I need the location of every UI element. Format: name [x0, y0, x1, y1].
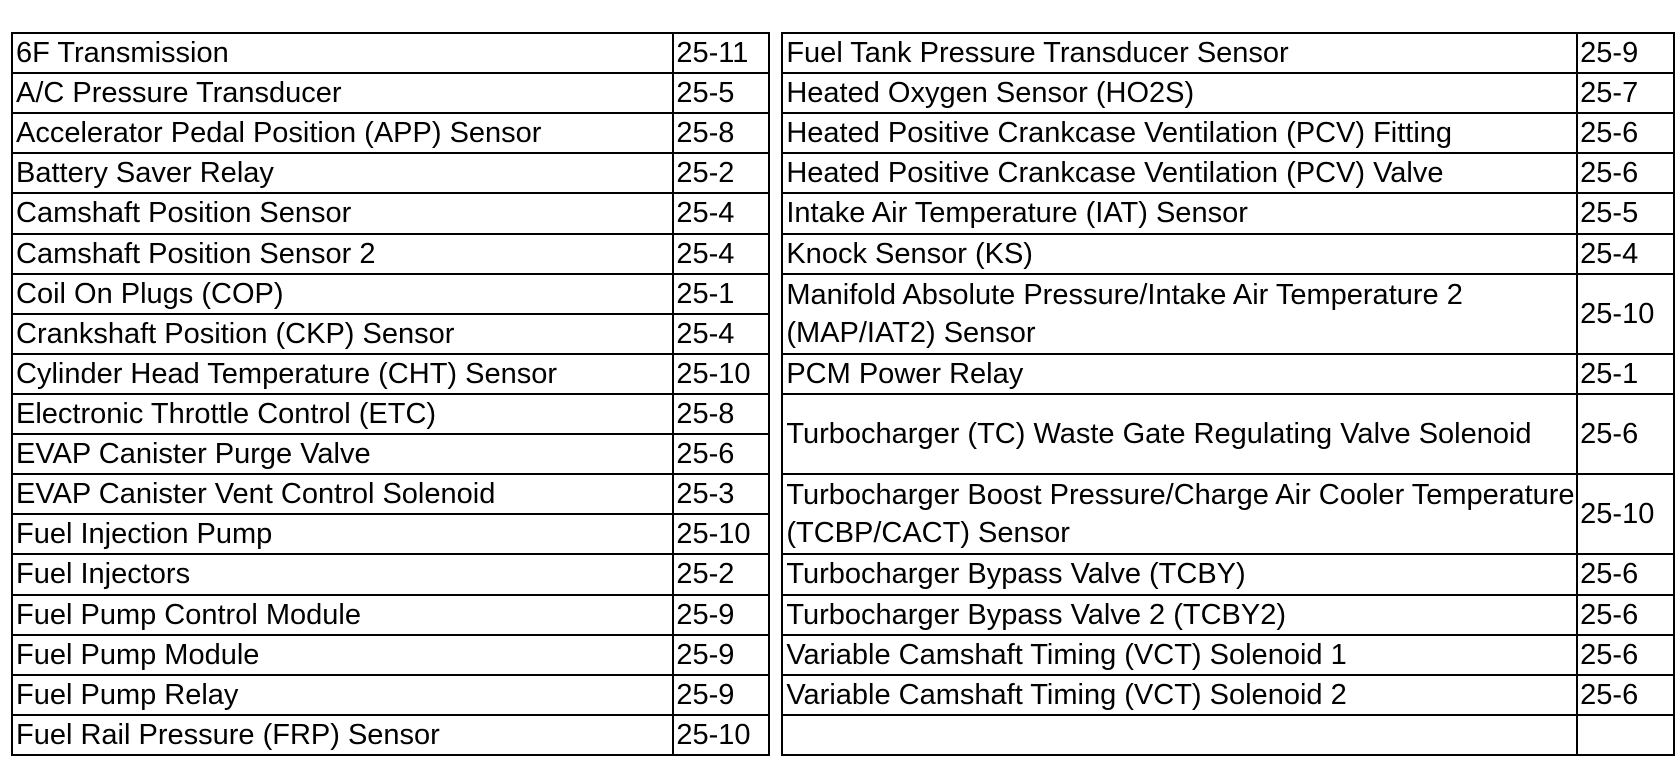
component-name: 6F Transmission [12, 33, 673, 73]
page-reference: 25-6 [1577, 153, 1674, 193]
component-name: Manifold Absolute Pressure/Intake Air Temperature 2 (MAP/IAT2) Sensor [782, 274, 1577, 354]
page-reference: 25-10 [673, 354, 769, 394]
page-reference: 25-11 [673, 33, 769, 73]
component-name: Heated Positive Crankcase Ventilation (PCV) Valve [782, 153, 1577, 193]
component-name: Turbocharger Bypass Valve (TCBY) [782, 554, 1577, 594]
component-index-table [11, 32, 1675, 756]
component-name: PCM Power Relay [782, 354, 1577, 394]
page-reference: 25-4 [1577, 234, 1674, 274]
page-reference: 25-5 [673, 73, 769, 113]
page-reference: 25-3 [673, 474, 769, 514]
page-reference: 25-4 [673, 234, 769, 274]
component-name: Fuel Injectors [12, 554, 673, 594]
page-reference: 25-4 [673, 193, 769, 233]
component-name: Electronic Throttle Control (ETC) [12, 394, 673, 434]
component-name: Fuel Pump Relay [12, 675, 673, 715]
component-name: Heated Positive Crankcase Ventilation (PCV) Fitting [782, 113, 1577, 153]
component-name: Variable Camshaft Timing (VCT) Solenoid 2 [782, 675, 1577, 715]
table-row [12, 274, 1674, 314]
page-reference: 25-6 [1577, 113, 1674, 153]
page-reference: 25-10 [1577, 474, 1674, 554]
component-name: EVAP Canister Vent Control Solenoid [12, 474, 673, 514]
table-row [12, 193, 1674, 233]
table-row [12, 715, 1674, 755]
table-row [12, 73, 1674, 113]
component-name: Fuel Pump Control Module [12, 595, 673, 635]
table-row [12, 675, 1674, 715]
page-reference: 25-1 [673, 274, 769, 314]
component-name: Turbocharger Boost Pressure/Charge Air Cooler Temperature (TCBP/CACT) Sensor [782, 474, 1577, 554]
page-reference: 25-10 [673, 514, 769, 554]
component-name: Camshaft Position Sensor [12, 193, 673, 233]
page-reference: 25-10 [673, 715, 769, 755]
column-gap [769, 33, 782, 755]
table-row [12, 234, 1674, 274]
component-name: Coil On Plugs (COP) [12, 274, 673, 314]
page-reference [1577, 715, 1674, 755]
page-reference: 25-9 [673, 675, 769, 715]
component-name: Turbocharger Bypass Valve 2 (TCBY2) [782, 595, 1577, 635]
component-name: Turbocharger (TC) Waste Gate Regulating Valve Solenoid [782, 394, 1577, 474]
table-row [12, 153, 1674, 193]
page-reference: 25-7 [1577, 73, 1674, 113]
page-reference: 25-2 [673, 153, 769, 193]
page-reference: 25-8 [673, 394, 769, 434]
table-row [12, 635, 1674, 675]
page-reference: 25-10 [1577, 274, 1674, 354]
page-reference: 25-5 [1577, 193, 1674, 233]
page-reference: 25-9 [1577, 33, 1674, 73]
component-name: Intake Air Temperature (IAT) Sensor [782, 193, 1577, 233]
component-name: Fuel Tank Pressure Transducer Sensor [782, 33, 1577, 73]
page-reference: 25-6 [1577, 595, 1674, 635]
page-reference: 25-6 [1577, 554, 1674, 594]
component-name: Cylinder Head Temperature (CHT) Sensor [12, 354, 673, 394]
table-row [12, 554, 1674, 594]
component-name: Heated Oxygen Sensor (HO2S) [782, 73, 1577, 113]
page-reference: 25-2 [673, 554, 769, 594]
component-name: Fuel Injection Pump [12, 514, 673, 554]
page-reference: 25-8 [673, 113, 769, 153]
component-name: Knock Sensor (KS) [782, 234, 1577, 274]
page-reference: 25-6 [1577, 635, 1674, 675]
component-name: Crankshaft Position (CKP) Sensor [12, 314, 673, 354]
page-reference: 25-6 [673, 434, 769, 474]
component-name: Fuel Pump Module [12, 635, 673, 675]
table-row [12, 33, 1674, 73]
page-reference: 25-4 [673, 314, 769, 354]
component-name: Battery Saver Relay [12, 153, 673, 193]
table-row [12, 354, 1674, 394]
component-name [782, 715, 1577, 755]
component-name: Camshaft Position Sensor 2 [12, 234, 673, 274]
page-reference: 25-6 [1577, 675, 1674, 715]
table-row [12, 474, 1674, 514]
page-reference: 25-9 [673, 635, 769, 675]
page-reference: 25-9 [673, 595, 769, 635]
table-row [12, 113, 1674, 153]
page-reference: 25-6 [1577, 394, 1674, 474]
page-reference: 25-1 [1577, 354, 1674, 394]
table-row [12, 394, 1674, 434]
component-name: Fuel Rail Pressure (FRP) Sensor [12, 715, 673, 755]
component-name: EVAP Canister Purge Valve [12, 434, 673, 474]
table-row [12, 595, 1674, 635]
component-name: Accelerator Pedal Position (APP) Sensor [12, 113, 673, 153]
component-name: Variable Camshaft Timing (VCT) Solenoid 1 [782, 635, 1577, 675]
component-name: A/C Pressure Transducer [12, 73, 673, 113]
